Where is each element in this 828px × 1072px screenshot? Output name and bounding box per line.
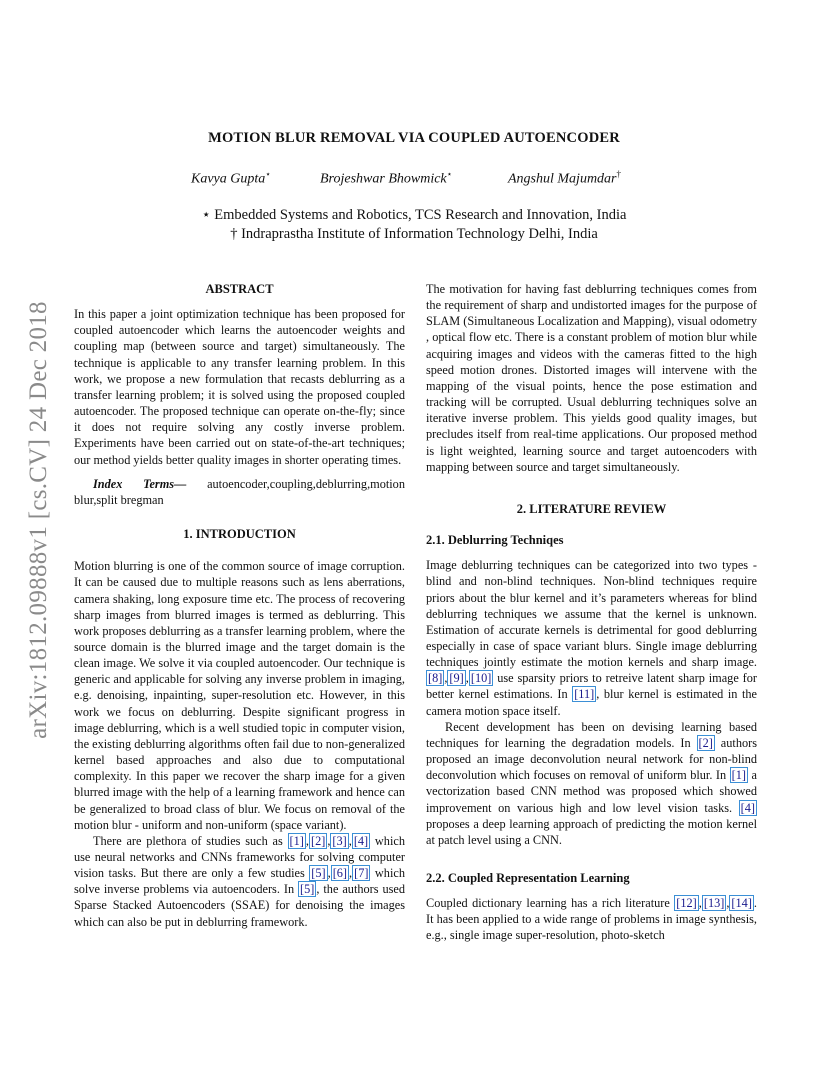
citation-5-b[interactable]: [5] [300, 882, 315, 897]
citation-13[interactable]: [13] [703, 896, 725, 911]
author-1-mark: ⋆ [265, 169, 271, 179]
citation-5[interactable]: [5] [311, 866, 326, 881]
index-terms-list: autoencoder,coupling,deblurring,motion blur,split bregman [74, 476, 405, 507]
text-run: There are plethora of studies such as [93, 833, 288, 848]
text-run: which solve inverse problems via autoencoders. In [74, 866, 405, 897]
arxiv-id-text: arXiv:1812.09888v1 [cs.CV] 24 Dec 2018 [25, 301, 52, 739]
text-run: , blur kernel is estimated in the camera motion space itself. [426, 687, 757, 718]
citation-10[interactable]: [10] [470, 671, 492, 686]
text-run: Coupled dictionary learning has a rich literature [426, 896, 675, 911]
citation-4[interactable]: [4] [353, 833, 369, 848]
intro-paragraph-1: Motion blurring is one of the common source of image corruption. It can be caused due to multiple reasons such as lens aberrations, camera shaking, long exposure time etc. The process of recovering sharp images from blurred images is termed as deblurring. This work proposes deblurring as a transfer learning problem, where the source domain is the blurred image and the target domain is the clean image. We solve it via coupled autoencoder. Our technique is generic and applicable for solving any inverse problem in imaging, e.g. denoising, inpainting, super-resolution etc. However, in this work we focus on deblurring. Despite significant progress in image deblurring, which is a well studied topic in computer vision, the existing deblurring algorithms often fail due to non-generalized kernel based approaches and also due to computational complexity. In this paper we recover the sharp image for a given blurred image with the help of a learning framework and hence can be generalized to broad class of blur. We focus on removal of the motion blur - uniform and non-uniform (space variant). [74, 559, 405, 832]
lit-paragraph-2 [426, 719, 757, 848]
lit-paragraph-1: Image deblurring techniques can be categorized into two types - blind and non-blind techniques. Non-blind techniques require priors about the blur kernel and it’s parameters whereas for blind deblurring techniques we assume that the kernel is unknown. Estimation of accurate kernels is detrimental for good deblurring especially in case of space variant blurs. Single image deblurring techniques jointly estimate the motion kernels and sharp image. [8] , [9] , [10] use sparsity priors to retreive latent sharp image for better kernel estimations. In [11] , blur kernel is estimated in the camera motion space itself. [426, 558, 757, 718]
citation-1-b[interactable]: [1] [731, 768, 747, 783]
author-1 [191, 169, 271, 188]
abstract-heading: ABSTRACT [205, 282, 274, 296]
author-list [0, 169, 828, 189]
citation-4-b[interactable]: [4] [740, 800, 755, 815]
citation-2[interactable]: [2] [310, 833, 326, 848]
text-run: a vectorization based CNN method was proposed which showed improvement on various high and low level vision tasks. [426, 768, 757, 815]
abstract-text: In this paper a joint optimization technique has been proposed for coupled autoencoder which learns the autoencoder weights and coupling map (between source and target) simultaneously. The technique is applicable to any transfer learning problem. In this work, we propose a new formulation that recasts deblurring as a transfer learning problem; it is solved using the proposed coupled autoencoder. The proposed technique can operate on-the-fly; since it does not require solving any costly inverse problem. Experiments have been carried out on state-of-the-art techniques; our method yields better quality images in shorter operating times. [74, 307, 405, 467]
intro-paragraph-2: There are plethora of studies such as [1] , [2] , [3] , [4] which use neural networks and CNNs frameworks for solving computer vision tasks. But there are only a few studies [5] , [6] , [7] which solve inverse problems via autoencoders. In [5] , the authors used Sparse Stacked Autoencoders (SSAE) for denoising the images which can also be put in deblurring framework. [74, 833, 406, 929]
citation-3[interactable]: [3] [332, 833, 347, 848]
index-terms-label: Index Terms— [93, 476, 187, 491]
text-run: Recent development has been on devising learning based techniques for learning the degradation models. In [426, 719, 757, 750]
author-2-mark: ⋆ [446, 169, 453, 179]
arxiv-side-label [26, 280, 52, 760]
lit-paragraph-3: Coupled dictionary learning has a rich literature [12] , [13] , [14] . It has been applied to a wide range of problems in image synthesis, e.g., single image super-resolution, photo-sketch [426, 896, 757, 943]
subsection-coupled: 2.2. Coupled Representation Learning [426, 871, 630, 885]
author-1-name: Kavya Gupta [191, 171, 266, 187]
citation-2-b[interactable]: [2] [698, 735, 713, 750]
citation-7[interactable]: [7] [354, 866, 369, 881]
intro-paragraph-3: The motivation for having fast deblurring techniques comes from the requirement of sharp and undistorted images for the purpose of SLAM (Simultaneous Localization and Mapping), visual odometry , optical flow etc. There is a constant problem of motion blur while acquiring images and videos with the cameras fitted to the high speed motion drones. Distorted images will intervene with the mapping of the visual points, hence the pose estimation and tracking will be corrupted. Usual deblurring techniques solve an iterative inverse problem. This yields good quality images, but precludes itself from real-time applications. Our proposed method is light weighted, learning source and target autoencoders with mapping between source and target simultaneously. [426, 282, 757, 474]
subsection-deblurring: 2.1. Deblurring Techniqes [426, 533, 564, 548]
left-column [74, 281, 405, 930]
citation-8[interactable]: [8] [428, 671, 443, 686]
text-run: proposes a deep learning approach of predicting the motion kernel at patch level using a CNN. [426, 816, 757, 847]
author-2-name: Brojeshwar Bhowmick [320, 171, 447, 187]
citation-11[interactable]: [11] [574, 687, 595, 702]
citation-9[interactable]: [9] [449, 671, 464, 686]
author-3-mark: † [616, 169, 621, 179]
right-column [426, 281, 757, 944]
citation-14[interactable]: [14] [731, 896, 752, 911]
text-run: which use neural networks and CNNs frameworks for solving computer vision tasks. But there are only a few studies [74, 833, 405, 881]
literature-heading: 2. LITERATURE REVIEW [516, 501, 667, 516]
index-terms [74, 476, 405, 508]
affiliation-2: † Indraprastha Institute of Information Technology Delhi, India [230, 226, 598, 242]
citation-12[interactable]: [12] [676, 896, 697, 911]
text-run: . It has been applied to a wide range of problems in image synthesis, e.g., single image super-resolution, photo-sketch [426, 896, 757, 943]
text-run: Image deblurring techniques can be categorized into two types - blind and non-blind techniques. Non-blind techniques require priors about the blur kernel and it’s parameters whereas for blind deblurring techniques we assume that the kernel is unknown. Estimation of accurate kernels is detrimental for good deblurring especially in case of space variant blurs. Single image deblurring techniques jointly estimate the motion kernels and sharp image. [426, 558, 757, 670]
text-run: authors proposed an image deconvolution neural network for non-blind deconvolution which focuses on removal of uniform blur. In [426, 735, 758, 783]
affiliation-1: ⋆ Embedded Systems and Robotics, TCS Research and Innovation, India [201, 207, 627, 223]
author-3 [508, 169, 621, 188]
intro-heading: 1. INTRODUCTION [183, 527, 296, 542]
author-3-name: Angshul Majumdar [508, 171, 617, 187]
text-run: , the authors used Sparse Stacked Autoencoders (SSAE) for denoising the images which can also be put in deblurring framework. [74, 882, 406, 929]
author-2 [320, 169, 452, 188]
text-run: use sparsity priors to retreive latent sharp image for better kernel estimations. In [426, 671, 757, 702]
paper-title: MOTION BLUR REMOVAL VIA COUPLED AUTOENCODER [208, 130, 620, 146]
citation-6[interactable]: [6] [332, 866, 348, 881]
citation-1[interactable]: [1] [289, 833, 304, 848]
